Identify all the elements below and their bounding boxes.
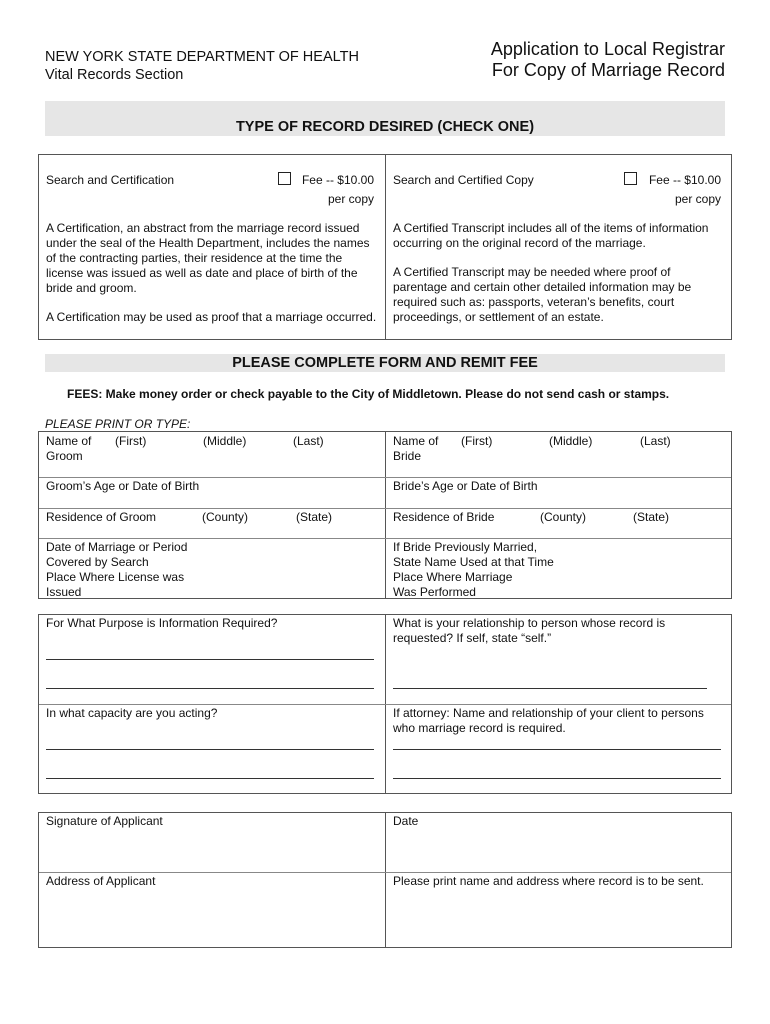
bride-first-label: (First) — [461, 434, 493, 448]
groom-state-label: (State) — [296, 510, 333, 524]
groom-residence-field[interactable] — [41, 509, 383, 537]
bride-previous-label-line1: If Bride Previously Married, — [393, 540, 538, 554]
signature-row-divider — [39, 872, 731, 873]
form-title-line1: Application to Local Registrar — [490, 39, 725, 59]
bride-state-label: (State) — [633, 510, 670, 524]
license-place-label-line1: Place Where License was — [46, 570, 185, 584]
certification-checkbox[interactable] — [278, 172, 291, 185]
signature-label: Signature of Applicant — [46, 814, 163, 828]
bride-last-label: (Last) — [640, 434, 671, 448]
bride-name-field[interactable] — [388, 433, 729, 476]
signature-divider — [385, 813, 386, 947]
option-certification-label: Search and Certification — [46, 173, 175, 187]
groom-name-label-line2: Groom — [46, 449, 83, 463]
record-type-divider — [385, 155, 386, 339]
capacity-answer-line-1[interactable] — [46, 749, 374, 750]
department-header — [45, 48, 359, 84]
attorney-answer-line-1[interactable] — [393, 749, 721, 750]
bride-previous-name-field[interactable] — [388, 539, 729, 597]
signature-field[interactable] — [41, 814, 383, 870]
applicant-info-grid — [38, 431, 732, 599]
marriage-date-field[interactable] — [41, 539, 383, 597]
purpose-question: For What Purpose is Information Required? — [46, 616, 278, 630]
certification-fee — [302, 171, 374, 209]
send-to-field[interactable] — [388, 874, 729, 946]
bride-name-label-line2: Bride — [393, 449, 422, 463]
certification-fee-amount: Fee -- $10.00 — [301, 173, 374, 187]
purpose-answer-line-1[interactable] — [46, 659, 374, 660]
purpose-box — [38, 614, 732, 794]
bride-county-label: (County) — [540, 510, 587, 524]
groom-name-label-line1: Name of — [46, 434, 92, 448]
form-title-line2: For Copy of Marriage Record — [491, 60, 725, 80]
relationship-question: What is your relationship to person whose record is requested? If self, state “self.” — [393, 616, 666, 645]
certified-copy-fee — [649, 171, 721, 209]
license-place-label-line2: Issued — [46, 585, 82, 599]
section-name: Vital Records Section — [45, 67, 184, 83]
groom-last-label: (Last) — [293, 434, 324, 448]
bride-residence-label: Residence of Bride — [393, 510, 495, 524]
info-grid-divider — [385, 432, 386, 598]
date-field[interactable] — [388, 814, 729, 870]
signature-box — [38, 812, 732, 948]
certified-copy-description: A Certified Transcript includes all of the items of information occurring on the original record of the marriage. — [393, 221, 709, 250]
groom-county-label: (County) — [202, 510, 249, 524]
groom-residence-label: Residence of Groom — [46, 510, 157, 524]
marriage-date-label-line1: Date of Marriage or Period — [46, 540, 188, 554]
purpose-answer-line-2[interactable] — [46, 688, 374, 689]
option-certified-copy-label: Search and Certified Copy — [393, 173, 534, 187]
marriage-date-label-line2: Covered by Search — [46, 555, 149, 569]
record-type-banner: TYPE OF RECORD DESIRED (CHECK ONE) — [45, 101, 725, 136]
purpose-row-divider — [39, 704, 731, 705]
capacity-question: In what capacity are you acting? — [46, 706, 218, 720]
groom-age-label: Groom’s Age or Date of Birth — [46, 479, 200, 493]
relationship-answer-line[interactable] — [393, 688, 707, 689]
bride-name-label-line1: Name of — [393, 434, 439, 448]
print-instruction: PLEASE PRINT OR TYPE: — [45, 417, 191, 431]
address-label: Address of Applicant — [46, 874, 156, 888]
bride-age-field[interactable] — [388, 478, 729, 507]
department-name: NEW YORK STATE DEPARTMENT OF HEALTH — [45, 49, 359, 65]
marriage-place-label-line2: Was Performed — [393, 585, 476, 599]
capacity-answer-line-2[interactable] — [46, 778, 374, 779]
certified-copy-usage: A Certified Transcript may be needed where proof of parentage and certain other detailed information may be required such as: passports, veteran’s benefits, court proceedings, or settlement of an estate. — [393, 265, 692, 324]
address-field[interactable] — [41, 874, 383, 946]
form-title — [491, 39, 725, 81]
certified-copy-per-copy: per copy — [674, 192, 721, 206]
attorney-question: If attorney: Name and relationship of your client to persons who marriage record is required. — [393, 706, 704, 735]
bride-middle-label: (Middle) — [549, 434, 593, 448]
certified-copy-fee-amount: Fee -- $10.00 — [648, 173, 721, 187]
bride-age-label: Bride’s Age or Date of Birth — [393, 479, 538, 493]
attorney-answer-line-2[interactable] — [393, 778, 721, 779]
groom-age-field[interactable] — [41, 478, 383, 507]
groom-name-field[interactable] — [41, 433, 383, 476]
send-to-label: Please print name and address where record is to be sent. — [393, 874, 704, 888]
remit-banner: PLEASE COMPLETE FORM AND REMIT FEE — [45, 354, 725, 372]
marriage-place-label-line1: Place Where Marriage — [393, 570, 513, 584]
bride-residence-field[interactable] — [388, 509, 729, 537]
fees-note: FEES: Make money order or check payable to the City of Middletown. Please do not send cash or stamps. — [67, 387, 670, 401]
bride-previous-label-line2: State Name Used at that Time — [393, 555, 554, 569]
date-label: Date — [393, 814, 419, 828]
certification-per-copy: per copy — [327, 192, 374, 206]
record-type-box — [38, 154, 732, 340]
groom-middle-label: (Middle) — [203, 434, 247, 448]
groom-first-label: (First) — [115, 434, 147, 448]
certified-copy-checkbox[interactable] — [624, 172, 637, 185]
certification-description: A Certification, an abstract from the marriage record issued under the seal of the Health Department, includes the names of the contracting parties, their residence at the time the license was issued as well as date and place of birth of the bride and groom. — [46, 221, 370, 295]
certification-usage: A Certification may be used as proof that a marriage occurred. — [46, 310, 377, 324]
